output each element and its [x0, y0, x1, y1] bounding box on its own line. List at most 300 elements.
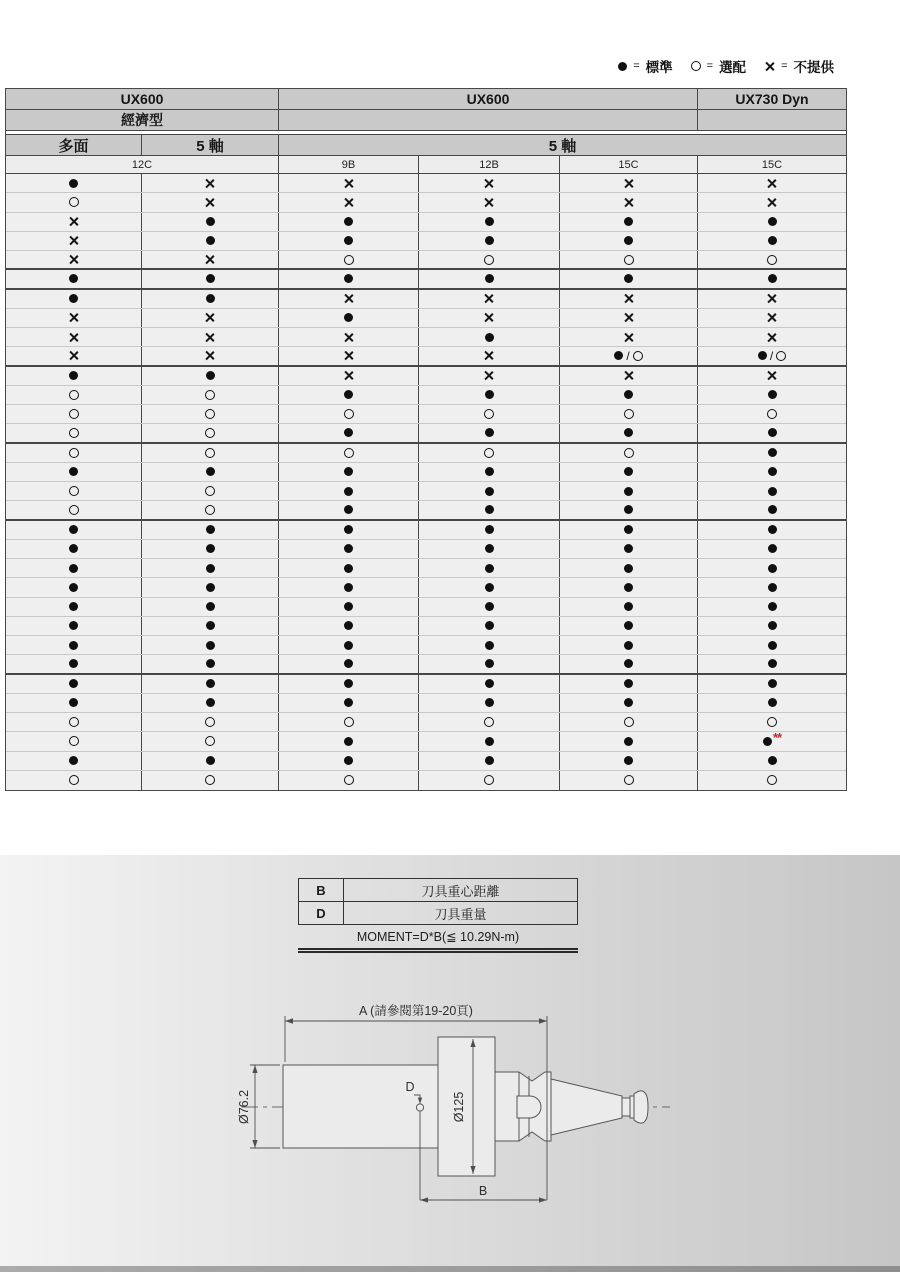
matrix-row — [6, 424, 846, 443]
not-provided-x-icon — [205, 254, 216, 265]
standard-icon — [344, 756, 353, 765]
matrix-cell — [279, 540, 419, 558]
matrix-cell — [419, 732, 560, 750]
standard-dot-icon — [344, 217, 353, 226]
standard-icon — [624, 274, 633, 283]
standard-dot-icon — [485, 698, 494, 707]
legend-label-optional: 選配 — [719, 60, 747, 75]
not-provided-icon — [205, 178, 216, 189]
standard-dot-icon — [624, 525, 633, 534]
page-bottom-edge — [0, 1266, 900, 1272]
optional-circle-icon — [205, 428, 215, 438]
standard-icon — [485, 621, 494, 630]
spec-table-header — [6, 89, 846, 174]
matrix-cell — [560, 251, 698, 268]
row-key-d: D — [299, 902, 344, 924]
standard-dot-icon — [624, 602, 633, 611]
not-provided-x-icon — [623, 293, 634, 304]
standard-icon — [69, 564, 78, 573]
standard-dot-icon — [69, 679, 78, 688]
standard-dot-icon — [624, 390, 633, 399]
matrix-cell — [560, 482, 698, 500]
legend — [618, 56, 834, 76]
matrix-cell — [560, 598, 698, 616]
standard-dot-icon — [485, 217, 494, 226]
standard-dot-icon — [206, 583, 215, 592]
optional-circle-icon — [69, 448, 79, 458]
standard-icon — [485, 756, 494, 765]
matrix-cell — [142, 752, 279, 770]
optional-circle-icon — [205, 717, 215, 727]
standard-dot-icon — [69, 274, 78, 283]
standard-dot-icon — [344, 698, 353, 707]
matrix-cell — [560, 328, 698, 346]
matrix-cell — [560, 232, 698, 250]
matrix-cell — [142, 598, 279, 616]
header-cell: 多面 — [6, 135, 142, 155]
matrix-cell — [419, 347, 560, 364]
optional-icon — [205, 486, 215, 496]
arrow-icon — [252, 1065, 257, 1073]
matrix-cell — [6, 521, 142, 539]
standard-dot-icon — [69, 659, 78, 668]
dim-a-label: A (請參閱第19-20頁) — [359, 1004, 473, 1018]
matrix-cell — [142, 636, 279, 654]
matrix-cell — [698, 732, 846, 750]
matrix-cell — [279, 444, 419, 462]
optional-circle-icon — [624, 717, 634, 727]
matrix-cell — [698, 655, 846, 672]
matrix-cell — [560, 752, 698, 770]
standard-icon — [485, 236, 494, 245]
matrix-cell — [560, 578, 698, 596]
matrix-cell — [279, 463, 419, 481]
matrix-cell — [142, 193, 279, 211]
matrix-cell — [560, 424, 698, 441]
standard-dot-icon — [485, 756, 494, 765]
legend-item-not-provided — [764, 56, 834, 76]
standard-or-optional-icon: / — [758, 351, 786, 361]
standard-icon — [206, 467, 215, 476]
standard-dot-icon — [624, 756, 633, 765]
matrix-cell — [279, 251, 419, 268]
not-provided-icon — [205, 332, 216, 343]
optional-circle-icon — [205, 448, 215, 458]
matrix-cell — [142, 424, 279, 441]
standard-icon — [624, 737, 633, 746]
standard-icon — [344, 313, 353, 322]
not-provided-icon — [623, 332, 634, 343]
optional-icon — [69, 486, 79, 496]
standard-icon — [624, 659, 633, 668]
standard-dot-icon — [485, 641, 494, 650]
matrix-cell — [142, 694, 279, 712]
matrix-row — [6, 213, 846, 232]
standard-icon — [69, 179, 78, 188]
stud-stem-shape — [630, 1096, 634, 1118]
standard-dot-icon — [768, 756, 777, 765]
standard-dot-icon — [618, 62, 627, 71]
not-provided-icon — [205, 254, 216, 265]
standard-dot-icon — [624, 564, 633, 573]
matrix-cell — [560, 540, 698, 558]
matrix-cell — [419, 540, 560, 558]
matrix-row — [6, 405, 846, 424]
standard-icon — [69, 274, 78, 283]
matrix-cell — [279, 655, 419, 672]
standard-icon — [206, 564, 215, 573]
matrix-cell — [279, 752, 419, 770]
header-cell: UX600 — [6, 89, 279, 109]
matrix-cell — [142, 290, 279, 308]
matrix-row — [6, 290, 846, 309]
optional-icon — [69, 409, 79, 419]
standard-dot-icon — [768, 428, 777, 437]
standard-icon — [206, 583, 215, 592]
not-provided-x-icon — [767, 197, 778, 208]
standard-icon — [206, 641, 215, 650]
standard-dot-icon — [768, 698, 777, 707]
standard-dot-icon — [624, 698, 633, 707]
standard-dot-icon — [69, 525, 78, 534]
standard-icon — [206, 371, 215, 380]
legend-item-optional — [691, 56, 746, 76]
standard-dot-icon — [206, 371, 215, 380]
standard-icon — [206, 698, 215, 707]
standard-icon — [69, 679, 78, 688]
matrix-cell — [142, 675, 279, 693]
matrix-cell — [279, 636, 419, 654]
not-provided-icon — [623, 197, 634, 208]
standard-icon — [485, 505, 494, 514]
optional-circle-icon — [205, 736, 215, 746]
matrix-cell — [560, 617, 698, 635]
standard-dot-icon — [768, 525, 777, 534]
standard-dot-icon — [69, 756, 78, 765]
arrow-icon — [539, 1018, 547, 1023]
optional-circle-icon — [344, 717, 354, 727]
not-provided-x-icon — [205, 312, 216, 323]
matrix-cell — [279, 213, 419, 231]
standard-dot-icon — [763, 737, 772, 746]
matrix-cell — [698, 559, 846, 577]
matrix-cell — [142, 444, 279, 462]
standard-dot-icon — [344, 564, 353, 573]
optional-icon — [69, 390, 79, 400]
standard-icon — [768, 583, 777, 592]
not-provided-icon — [767, 293, 778, 304]
not-provided-icon — [767, 332, 778, 343]
not-provided-x-icon — [205, 350, 216, 361]
matrix-cell — [279, 174, 419, 192]
not-provided-icon — [484, 312, 495, 323]
standard-dot-icon — [768, 641, 777, 650]
matrix-cell — [698, 367, 846, 385]
optional-circle-icon — [484, 775, 494, 785]
standard-icon — [206, 602, 215, 611]
standard-icon — [768, 428, 777, 437]
not-provided-x-icon — [623, 178, 634, 189]
matrix-cell — [142, 213, 279, 231]
standard-dot-icon — [344, 274, 353, 283]
matrix-cell — [142, 578, 279, 596]
matrix-cell — [698, 675, 846, 693]
standard-dot-icon — [624, 217, 633, 226]
not-provided-x-icon — [343, 332, 354, 343]
neck-shape — [622, 1098, 630, 1116]
not-provided-icon — [623, 178, 634, 189]
optional-circle-icon — [69, 428, 79, 438]
standard-icon — [485, 641, 494, 650]
standard-icon — [344, 583, 353, 592]
matrix-cell — [142, 367, 279, 385]
matrix-row — [6, 309, 846, 328]
standard-icon — [768, 756, 777, 765]
matrix-cell — [698, 694, 846, 712]
table-row — [298, 879, 578, 902]
matrix-cell — [419, 752, 560, 770]
matrix-cell — [698, 193, 846, 211]
matrix-cell — [6, 193, 142, 211]
matrix-cell — [419, 290, 560, 308]
standard-icon — [69, 371, 78, 380]
standard-dot-icon — [344, 641, 353, 650]
standard-dot-icon — [69, 698, 78, 707]
matrix-cell — [279, 559, 419, 577]
matrix-row — [6, 367, 846, 386]
standard-icon — [768, 217, 777, 226]
standard-dot-icon — [206, 294, 215, 303]
matrix-row — [6, 655, 846, 674]
matrix-cell — [698, 270, 846, 287]
matrix-cell — [6, 578, 142, 596]
standard-dot-icon — [768, 564, 777, 573]
matrix-cell — [560, 559, 698, 577]
optional-circle-icon — [205, 775, 215, 785]
standard-dot-icon — [344, 390, 353, 399]
standard-dot-icon — [768, 467, 777, 476]
standard-icon — [344, 737, 353, 746]
matrix-cell — [698, 424, 846, 441]
matrix-cell — [142, 463, 279, 481]
matrix-cell — [698, 405, 846, 423]
standard-icon — [485, 428, 494, 437]
dim-d125-label: Ø125 — [452, 1091, 466, 1123]
dim-b-label: B — [478, 1184, 488, 1198]
not-provided-x-icon — [484, 197, 495, 208]
matrix-cell — [6, 482, 142, 500]
table-row — [298, 902, 578, 925]
standard-dot-icon — [768, 448, 777, 457]
matrix-cell — [560, 771, 698, 790]
matrix-cell — [698, 174, 846, 192]
not-provided-x-icon — [767, 293, 778, 304]
header-row — [6, 135, 846, 156]
optional-circle-icon — [484, 255, 494, 265]
standard-dot-icon — [69, 641, 78, 650]
matrix-cell — [6, 424, 142, 441]
not-provided-icon — [343, 370, 354, 381]
standard-dot-icon — [624, 679, 633, 688]
matrix-cell — [560, 501, 698, 518]
matrix-cell — [698, 251, 846, 268]
standard-icon — [344, 525, 353, 534]
matrix-cell — [6, 636, 142, 654]
standard-icon — [624, 583, 633, 592]
standard-dot-icon — [485, 564, 494, 573]
coolant-boss-shape — [517, 1096, 541, 1118]
matrix-cell — [142, 540, 279, 558]
standard-dot-icon — [344, 621, 353, 630]
standard-icon — [485, 698, 494, 707]
optional-icon — [205, 448, 215, 458]
optional-circle-icon — [624, 775, 634, 785]
matrix-cell — [279, 232, 419, 250]
matrix-cell — [6, 328, 142, 346]
standard-dot-icon — [206, 236, 215, 245]
standard-dot-icon — [485, 659, 494, 668]
matrix-cell — [279, 732, 419, 750]
optional-circle-icon — [344, 409, 354, 419]
row-value-d: 刀具重量 — [434, 906, 487, 922]
matrix-row — [6, 713, 846, 732]
matrix-cell — [698, 309, 846, 327]
matrix-cell — [142, 270, 279, 287]
matrix-cell — [698, 232, 846, 250]
optional-circle-icon — [767, 409, 777, 419]
matrix-row — [6, 578, 846, 597]
header-cell: 9B — [279, 156, 419, 173]
optional-icon — [484, 409, 494, 419]
standard-icon — [485, 525, 494, 534]
optional-circle-icon — [69, 717, 79, 727]
not-provided-x-icon — [205, 178, 216, 189]
not-provided-x-icon — [68, 332, 79, 343]
standard-icon — [485, 583, 494, 592]
matrix-row — [6, 501, 846, 520]
standard-dot-icon — [344, 487, 353, 496]
standard-dot-icon — [624, 467, 633, 476]
matrix-cell — [419, 309, 560, 327]
standard-dot-icon — [768, 602, 777, 611]
matrix-cell — [142, 521, 279, 539]
standard-icon — [485, 737, 494, 746]
standard-icon — [344, 487, 353, 496]
lower-panel — [0, 855, 900, 1272]
standard-icon — [344, 698, 353, 707]
standard-dot-icon — [344, 525, 353, 534]
standard-icon — [768, 505, 777, 514]
standard-dot-icon — [69, 179, 78, 188]
matrix-row — [6, 232, 846, 251]
not-provided-icon — [484, 293, 495, 304]
not-provided-icon — [484, 350, 495, 361]
not-provided-icon — [343, 350, 354, 361]
matrix-cell — [279, 347, 419, 364]
standard-icon — [69, 602, 78, 611]
matrix-cell — [560, 405, 698, 423]
standard-icon — [69, 583, 78, 592]
matrix-cell — [6, 463, 142, 481]
standard-dot-icon — [624, 274, 633, 283]
standard-icon — [206, 217, 215, 226]
not-provided-icon — [68, 254, 79, 265]
standard-dot-icon — [485, 505, 494, 514]
standard-icon — [206, 525, 215, 534]
header-cell: UX600 — [279, 89, 698, 109]
optional-circle-icon — [69, 197, 79, 207]
optional-circle-icon — [484, 409, 494, 419]
matrix-cell — [419, 713, 560, 731]
matrix-cell — [698, 444, 846, 462]
standard-icon — [624, 544, 633, 553]
matrix-cell — [279, 424, 419, 441]
arrow-icon — [252, 1140, 257, 1148]
matrix-cell — [142, 482, 279, 500]
matrix-cell — [279, 193, 419, 211]
standard-icon — [485, 659, 494, 668]
not-provided-icon — [205, 350, 216, 361]
matrix-cell — [279, 521, 419, 539]
not-provided-icon — [623, 312, 634, 323]
optional-icon — [69, 448, 79, 458]
matrix-cell — [560, 655, 698, 672]
header-row — [6, 110, 846, 131]
matrix-row — [6, 444, 846, 463]
header-cell: 12C — [6, 156, 279, 173]
standard-dot-icon — [206, 602, 215, 611]
not-provided-icon — [68, 216, 79, 227]
arrow-icon — [420, 1197, 428, 1202]
matrix-cell — [6, 559, 142, 577]
standard-dot-icon — [206, 659, 215, 668]
legend-equals: = — [633, 60, 640, 72]
matrix-cell — [419, 193, 560, 211]
matrix-cell — [142, 232, 279, 250]
not-provided-x-icon — [767, 312, 778, 323]
not-provided-x-icon — [623, 197, 634, 208]
standard-icon — [624, 236, 633, 245]
matrix-cell — [142, 732, 279, 750]
standard-dot-icon — [768, 274, 777, 283]
standard-dot-icon — [485, 236, 494, 245]
standard-icon — [485, 274, 494, 283]
standard-icon — [344, 390, 353, 399]
standard-icon — [624, 679, 633, 688]
matrix-cell — [6, 444, 142, 462]
matrix-cell — [142, 328, 279, 346]
standard-icon — [768, 641, 777, 650]
not-provided-x-icon — [343, 197, 354, 208]
standard-dot-icon — [624, 505, 633, 514]
not-provided-icon — [484, 178, 495, 189]
matrix-cell — [698, 598, 846, 616]
standard-dot-icon — [614, 351, 623, 360]
not-provided-x-icon — [484, 178, 495, 189]
matrix-cell — [6, 752, 142, 770]
not-provided-x-icon — [623, 332, 634, 343]
not-provided-x-icon — [764, 61, 775, 72]
standard-dot-icon — [344, 583, 353, 592]
standard-dot-icon — [69, 371, 78, 380]
matrix-cell — [560, 694, 698, 712]
standard-icon — [344, 467, 353, 476]
standard-dot-icon — [206, 274, 215, 283]
optional-icon — [344, 255, 354, 265]
optional-icon — [205, 409, 215, 419]
standard-icon — [344, 428, 353, 437]
standard-dot-icon — [206, 756, 215, 765]
